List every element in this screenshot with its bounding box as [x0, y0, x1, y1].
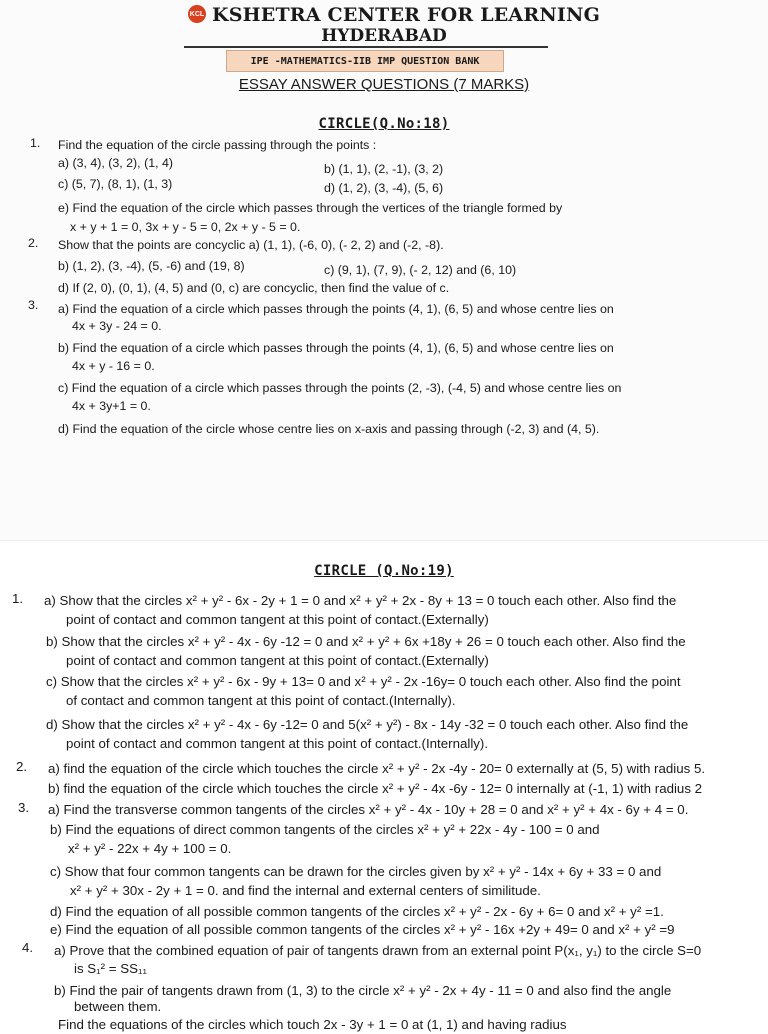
question-line: b) Find the pair of tangents drawn from (1, 3) to the circle x² + y² - 2x + 4y - 11 = 0 and also find the angle	[54, 983, 672, 998]
question-line: d) (1, 2), (3, -4), (5, 6)	[324, 181, 444, 195]
question-line: b) Find the equation of a circle which passes through the points (4, 1), (6, 5) and whose centre lies on	[58, 341, 614, 355]
institute-city: HYDERABAD	[321, 26, 447, 46]
question-line: x + y + 1 = 0, 3x + y - 5 = 0, 2x + y - 5 = 0.	[70, 220, 301, 234]
question-line: b) (1, 1), (2, -1), (3, 2)	[324, 162, 444, 176]
question-line: b) Find the equations of direct common tangents of the circles x² + y² + 22x - 4y - 100 = 0 and	[50, 822, 600, 837]
question-line: c) Show that the circles x² + y² - 6x - 9y + 13= 0 and x² + y² - 2x -16y= 0 touch each other. Also find the point	[46, 674, 681, 689]
question-line: c) Find the equation of a circle which passes through the points (2, -3), (-4, 5) and whose centre lies on	[58, 381, 622, 395]
question-line: d) Find the equation of the circle whose centre lies on x-axis and passing through (-2, 3) and (4, 5).	[58, 422, 600, 436]
question-line: a) Show that the circles x² + y² - 6x - 2y + 1 = 0 and x² + y² + 2x - 8y + 13 = 0 touch each other. Also find the	[44, 593, 677, 608]
question-line: a) Find the equation of a circle which passes through the points (4, 1), (6, 5) and whose centre lies on	[58, 302, 614, 316]
header-divider	[184, 46, 548, 48]
question-line: point of contact and common tangent at this point of contact.(Externally)	[66, 612, 489, 627]
question-number: 3.	[28, 298, 39, 312]
essay-heading: ESSAY ANSWER QUESTIONS (7 MARKS)	[238, 76, 530, 93]
question-line: Find the equation of the circle passing through the points :	[58, 138, 377, 152]
institute-name: KSHETRA CENTER FOR LEARNING	[212, 4, 601, 26]
question-number: 2.	[16, 759, 28, 774]
section-title-q19: CIRCLE (Q.No:19)	[314, 563, 454, 579]
question-line: 4x + 3y - 24 = 0.	[72, 319, 162, 333]
question-line: c) (9, 1), (7, 9), (- 2, 12) and (6, 10)	[324, 263, 517, 277]
question-line-cutoff: Find the equations of the circles which touch 2x - 3y + 1 = 0 at (1, 1) and having radius	[58, 1017, 567, 1032]
question-line: between them.	[74, 999, 162, 1014]
question-line: 4x + y - 16 = 0.	[72, 359, 155, 373]
question-line: c) (5, 7), (8, 1), (1, 3)	[58, 177, 173, 191]
question-line: a) Find the transverse common tangents of the circles x² + y² - 4x - 10y + 28 = 0 and x² + y² + 4x - 6y + 4 = 0.	[48, 802, 689, 817]
question-number: 4.	[22, 940, 34, 955]
question-line: c) Show that four common tangents can be drawn for the circles given by x² + y² - 14x + 6y + 33 = 0 and	[50, 864, 662, 879]
question-line: x² + y² + 30x - 2y + 1 = 0. and find the internal and external centers of similitude.	[70, 883, 541, 898]
question-line: e) Find the equation of all possible common tangents of the circles x² + y² - 16x +2y + 49= 0 and x² + y² =9	[50, 922, 675, 937]
question-number: 3.	[18, 800, 30, 815]
question-line: point of contact and common tangent at this point of contact.(Internally).	[66, 736, 489, 751]
question-line: point of contact and common tangent at this point of contact.(Externally)	[66, 653, 489, 668]
question-number: 2.	[28, 236, 39, 250]
question-line: d) Show that the circles x² + y² - 4x - 6y -12= 0 and 5(x² + y²) - 8x - 14y -32 = 0 touch each other. Also find the	[46, 717, 689, 732]
question-line: b) find the equation of the circle which touches the circle x² + y² - 4x -6y - 12= 0 internally at (-1, 1) with radius 2	[48, 781, 703, 796]
question-line: e) Find the equation of the circle which passes through the vertices of the triangle formed by	[58, 201, 563, 215]
question-line: Show that the points are concyclic a) (1, 1), (-6, 0), (- 2, 2) and (-2, -8).	[58, 238, 444, 252]
question-line: x² + y² - 22x + 4y + 100 = 0.	[68, 841, 232, 856]
question-line: b) (1, 2), (3, -4), (5, -6) and (19, 8)	[58, 259, 245, 273]
question-number: 1.	[30, 136, 41, 150]
question-line: a) find the equation of the circle which touches the circle x² + y² - 2x -4y - 20= 0 externally at (5, 5) with radius 5.	[48, 761, 706, 776]
question-line: d) If (2, 0), (0, 1), (4, 5) and (0, c) are concyclic, then find the value of c.	[58, 281, 450, 295]
question-line: 4x + 3y+1 = 0.	[72, 399, 151, 413]
institute-logo-icon: KCL	[188, 5, 206, 23]
question-line: a) (3, 4), (3, 2), (1, 4)	[58, 156, 173, 170]
question-line: of contact and common tangent at this point of contact.(Internally).	[66, 693, 456, 708]
question-line: b) Show that the circles x² + y² - 4x - 6y -12 = 0 and x² + y² + 6x +18y + 26 = 0 touch each other. Also find the	[46, 634, 686, 649]
question-line: a) Prove that the combined equation of pair of tangents drawn from an external point P(x₁, y₁) to the circle S=0	[54, 943, 702, 958]
question-line: d) Find the equation of all possible common tangents of the circles x² + y² - 2x - 6y + 6= 0 and x² + y² =1.	[50, 904, 664, 919]
question-line: is S₁² = SS₁₁	[74, 961, 147, 976]
question-bank-banner: IPE -MATHEMATICS-IIB IMP QUESTION BANK	[226, 50, 504, 72]
question-number: 1.	[12, 591, 24, 606]
section-title-q18: CIRCLE(Q.No:18)	[318, 116, 450, 132]
